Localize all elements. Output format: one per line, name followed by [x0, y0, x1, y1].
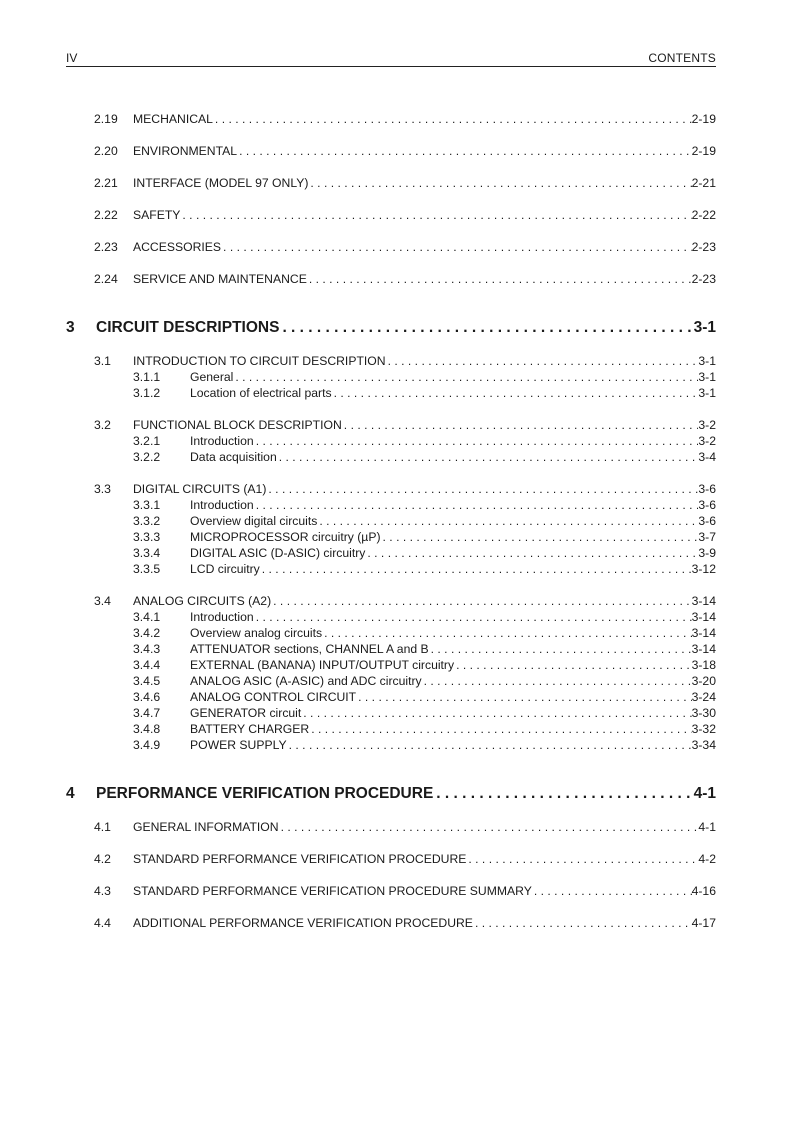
dot-leader [271, 593, 691, 609]
entry-title: ENVIRONMENTAL [133, 144, 238, 158]
entry-number: 3.1.2 [133, 386, 161, 400]
entry-page: 2-21 [691, 176, 716, 190]
entry-title: INTRODUCTION TO CIRCUIT DESCRIPTION [133, 354, 386, 368]
toc-entry-3-4-2[interactable] [133, 625, 716, 641]
entry-page: 2-19 [691, 112, 716, 126]
dot-leader [332, 385, 699, 401]
entry-page: 2-22 [691, 208, 716, 222]
toc-entry-2-19[interactable] [94, 111, 716, 127]
entry-number: 3.4.1 [133, 610, 161, 624]
entry-page: 3-14 [691, 610, 716, 624]
entry-number: 2.19 [94, 112, 118, 126]
entry-title: MICROPROCESSOR circuitry (µP) [190, 530, 381, 544]
entry-number: 4.1 [94, 820, 111, 834]
dot-leader [260, 561, 692, 577]
toc-entry-3-2-1[interactable] [133, 433, 716, 449]
entry-title: GENERATOR circuit [190, 706, 302, 720]
entry-title: Location of electrical parts [190, 386, 332, 400]
dot-leader [277, 449, 699, 465]
dot-leader [422, 673, 692, 689]
dot-leader [386, 353, 699, 369]
toc-entry-3-3-4[interactable] [133, 545, 716, 561]
toc-entry-3-2[interactable] [94, 417, 716, 433]
header-title: CONTENTS [648, 51, 716, 65]
dot-leader [213, 111, 692, 127]
toc-chapter-4[interactable] [66, 784, 716, 804]
entry-title: ADDITIONAL PERFORMANCE VERIFICATION PROCEDURE [133, 916, 473, 930]
toc-entry-4-1[interactable] [94, 819, 716, 835]
dot-leader [233, 369, 698, 385]
dot-leader [356, 689, 691, 705]
toc-entry-3-3-2[interactable] [133, 513, 716, 529]
entry-page: 3-9 [698, 546, 716, 560]
entry-number: 3.2.2 [133, 450, 161, 464]
entry-title: INTERFACE (MODEL 97 ONLY) [133, 176, 309, 190]
entry-page: 4-17 [691, 916, 716, 930]
entry-page: 3-4 [698, 450, 716, 464]
dot-leader [180, 207, 691, 223]
entry-number: 3.4.5 [133, 674, 161, 688]
toc-entry-3-3-5[interactable] [133, 561, 716, 577]
toc-entry-4-3[interactable] [94, 883, 716, 899]
entry-page: 2-23 [691, 272, 716, 286]
entry-page: 3-32 [691, 722, 716, 736]
dot-leader [266, 481, 698, 497]
entry-title: STANDARD PERFORMANCE VERIFICATION PROCEDURE SUMMARY [133, 884, 532, 898]
entry-title: Overview digital circuits [190, 514, 318, 528]
dot-leader [466, 851, 698, 867]
entry-title: SERVICE AND MAINTENANCE [133, 272, 307, 286]
entry-number: 2.24 [94, 272, 118, 286]
entry-title: GENERAL INFORMATION [133, 820, 279, 834]
toc-entry-3-3-1[interactable] [133, 497, 716, 513]
entry-page: 3-6 [698, 482, 716, 496]
chapter-page: 4-1 [693, 785, 716, 802]
toc-entry-3-4[interactable] [94, 593, 716, 609]
toc-chapter-3[interactable] [66, 318, 716, 338]
toc-entry-3-4-5[interactable] [133, 673, 716, 689]
dot-leader [365, 545, 698, 561]
entry-page: 3-34 [691, 738, 716, 752]
entry-page: 4-1 [698, 820, 716, 834]
dot-leader [237, 143, 692, 159]
entry-title: MECHANICAL [133, 112, 213, 126]
entry-title: Data acquisition [190, 450, 277, 464]
toc-entry-2-22[interactable] [94, 207, 716, 223]
entry-number: 2.22 [94, 208, 118, 222]
entry-number: 3.2 [94, 418, 111, 432]
entry-title: ANALOG CIRCUITS (A2) [133, 594, 272, 608]
entry-number: 3.2.1 [133, 434, 161, 448]
entry-page: 2-19 [691, 144, 716, 158]
entry-page: 3-6 [698, 498, 716, 512]
dot-leader [254, 497, 699, 513]
dot-leader [279, 318, 693, 338]
toc-entry-3-4-3[interactable] [133, 641, 716, 657]
entry-number: 4.2 [94, 852, 111, 866]
entry-page: 3-1 [698, 354, 716, 368]
entry-number: 2.23 [94, 240, 118, 254]
entry-title: BATTERY CHARGER [190, 722, 310, 736]
entry-page: 3-2 [698, 418, 716, 432]
entry-number: 3.3.5 [133, 562, 161, 576]
entry-page: 3-14 [691, 594, 716, 608]
toc-entry-2-23[interactable] [94, 239, 716, 255]
entry-page: 3-14 [691, 626, 716, 640]
entry-title: DIGITAL CIRCUITS (A1) [133, 482, 267, 496]
entry-number: 3.3.1 [133, 498, 161, 512]
entry-title: DIGITAL ASIC (D-ASIC) circuitry [190, 546, 366, 560]
entry-number: 3.3.3 [133, 530, 161, 544]
entry-title: ANALOG ASIC (A-ASIC) and ADC circuitry [190, 674, 422, 688]
entry-page: 2-23 [691, 240, 716, 254]
entry-number: 3.4.9 [133, 738, 161, 752]
dot-leader [279, 819, 699, 835]
entry-number: 3.1.1 [133, 370, 161, 384]
entry-number: 3.4.4 [133, 658, 161, 672]
entry-title: ANALOG CONTROL CIRCUIT [190, 690, 357, 704]
entry-title: SAFETY [133, 208, 181, 222]
entry-title: Overview analog circuits [190, 626, 323, 640]
toc-entry-3-4-7[interactable] [133, 705, 716, 721]
header-rule [66, 66, 716, 67]
dot-leader [221, 239, 692, 255]
entry-page: 3-1 [698, 386, 716, 400]
entry-number: 3.4.6 [133, 690, 161, 704]
chapter-title: CIRCUIT DESCRIPTIONS [96, 319, 280, 336]
entry-number: 3.1 [94, 354, 111, 368]
entry-number: 3.3.2 [133, 514, 161, 528]
entry-page: 3-14 [691, 642, 716, 656]
entry-number: 4.4 [94, 916, 111, 930]
toc-entry-3-3-3[interactable] [133, 529, 716, 545]
entry-page: 3-18 [691, 658, 716, 672]
toc-entry-4-4[interactable] [94, 915, 716, 931]
entry-title: STANDARD PERFORMANCE VERIFICATION PROCEDURE [133, 852, 467, 866]
entry-title: EXTERNAL (BANANA) INPUT/OUTPUT circuitry [190, 658, 455, 672]
entry-page: 3-12 [691, 562, 716, 576]
chapter-page: 3-1 [693, 319, 716, 336]
entry-page: 4-16 [691, 884, 716, 898]
toc-entry-4-2[interactable] [94, 851, 716, 867]
dot-leader [454, 657, 692, 673]
toc-entry-3-4-1[interactable] [133, 609, 716, 625]
entry-title: Introduction [190, 610, 254, 624]
dot-leader [532, 883, 692, 899]
entry-number: 2.21 [94, 176, 118, 190]
page-number-roman: IV [66, 51, 78, 65]
running-header [66, 50, 716, 66]
chapter-number: 4 [66, 785, 75, 802]
toc-entry-2-24[interactable] [94, 271, 716, 287]
dot-leader [307, 271, 692, 287]
entry-number: 3.3 [94, 482, 111, 496]
toc-entry-3-1[interactable] [94, 353, 716, 369]
dot-leader [322, 625, 692, 641]
entry-page: 3-1 [698, 370, 716, 384]
toc-entry-3-1-1[interactable] [133, 369, 716, 385]
toc-entry-3-2-2[interactable] [133, 449, 716, 465]
dot-leader [254, 609, 692, 625]
chapter-title: PERFORMANCE VERIFICATION PROCEDURE [96, 785, 434, 802]
entry-title: Introduction [190, 498, 254, 512]
entry-number: 3.4.2 [133, 626, 161, 640]
dot-leader [473, 915, 692, 931]
toc-entry-3-3[interactable] [94, 481, 716, 497]
dot-leader [301, 705, 691, 721]
dot-leader [317, 513, 698, 529]
dot-leader [433, 784, 693, 804]
entry-title: ATTENUATOR sections, CHANNEL A and B [190, 642, 429, 656]
entry-title: POWER SUPPLY [190, 738, 287, 752]
toc-entry-2-20[interactable] [94, 143, 716, 159]
entry-number: 3.4.3 [133, 642, 161, 656]
dot-leader [308, 175, 691, 191]
entry-number: 3.3.4 [133, 546, 161, 560]
entry-page: 4-2 [698, 852, 716, 866]
chapter-number: 3 [66, 319, 75, 336]
dot-leader [342, 417, 699, 433]
toc-entry-3-1-2[interactable] [133, 385, 716, 401]
entry-page: 3-2 [698, 434, 716, 448]
entry-page: 3-24 [691, 690, 716, 704]
entry-number: 3.4.7 [133, 706, 161, 720]
dot-leader [254, 433, 699, 449]
entry-number: 4.3 [94, 884, 111, 898]
entry-title: ACCESSORIES [133, 240, 222, 254]
entry-page: 3-6 [698, 514, 716, 528]
toc-entry-3-4-4[interactable] [133, 657, 716, 673]
entry-number: 3.4.8 [133, 722, 161, 736]
dot-leader [309, 721, 691, 737]
entry-title: FUNCTIONAL BLOCK DESCRIPTION [133, 418, 342, 432]
toc-entry-3-4-9[interactable] [133, 737, 716, 753]
toc-entry-3-4-6[interactable] [133, 689, 716, 705]
dot-leader [429, 641, 692, 657]
entry-page: 3-20 [691, 674, 716, 688]
dot-leader [381, 529, 699, 545]
entry-title: LCD circuitry [190, 562, 260, 576]
toc-entry-2-21[interactable] [94, 175, 716, 191]
entry-title: General [190, 370, 234, 384]
entry-number: 3.4 [94, 594, 111, 608]
entry-title: Introduction [190, 434, 254, 448]
entry-page: 3-30 [691, 706, 716, 720]
entry-page: 3-7 [698, 530, 716, 544]
entry-number: 2.20 [94, 144, 118, 158]
toc-entry-3-4-8[interactable] [133, 721, 716, 737]
dot-leader [287, 737, 692, 753]
